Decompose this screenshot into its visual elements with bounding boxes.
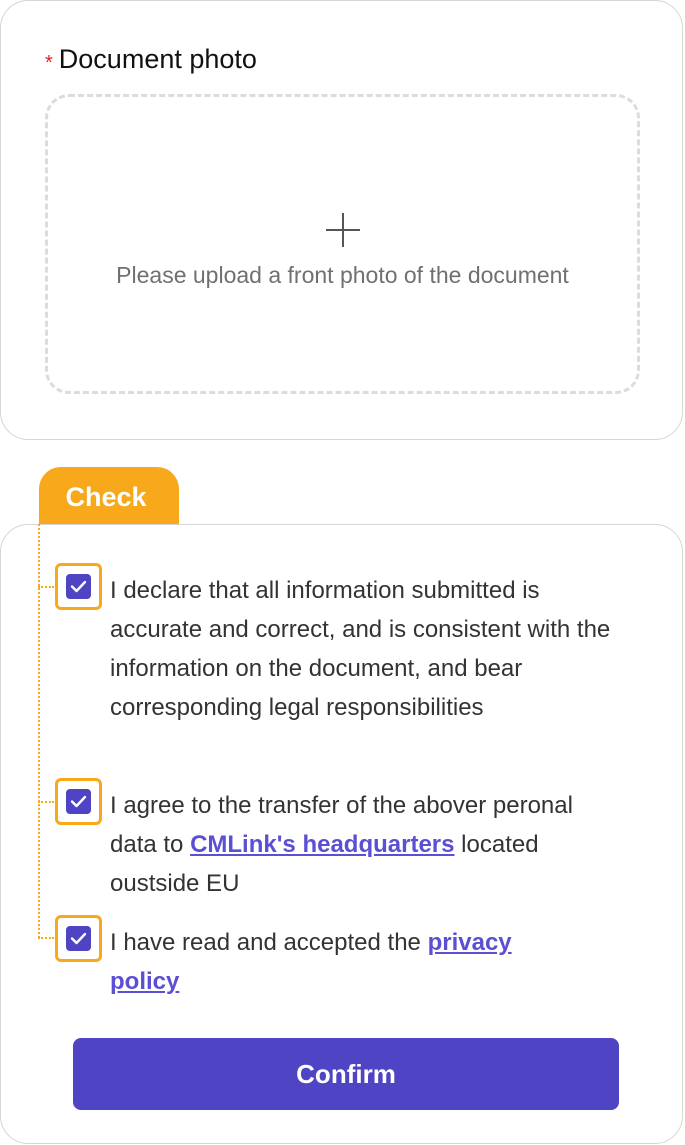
checkbox-checked-indicator [66, 926, 91, 951]
checkmark-icon [70, 931, 87, 946]
document-photo-card [0, 0, 683, 440]
required-mark: * [45, 52, 53, 74]
data-transfer-text-before: I agree to the transfer of the abover peronal data to [110, 792, 573, 858]
declaration-text: I declare that all information submitted is accurate and correct, and is consistent with the information on the document, and bear corresponding legal responsibilities [110, 577, 611, 721]
dotted-connector-branch-1 [38, 586, 54, 588]
checkmark-icon [70, 794, 87, 809]
data-transfer-checkbox[interactable] [55, 778, 102, 825]
document-photo-label-text: Document photo [58, 44, 257, 74]
dotted-connector-branch-3 [38, 937, 54, 939]
document-photo-label [45, 41, 257, 77]
cmlink-headquarters-link[interactable]: CMLink's headquarters [190, 831, 455, 858]
privacy-policy-text [110, 923, 580, 1001]
plus-icon [326, 213, 360, 247]
check-tab: Check [39, 467, 179, 529]
confirm-button[interactable]: Confirm [73, 1038, 619, 1110]
declaration-checkbox[interactable] [55, 563, 102, 610]
data-transfer-text-after: located oustside EU [110, 831, 539, 897]
checkbox-checked-indicator [66, 789, 91, 814]
privacy-policy-text-before: I have read and accepted the [110, 929, 428, 956]
checkmark-icon [70, 579, 87, 594]
document-upload-area[interactable] [45, 94, 640, 394]
upload-hint: Please upload a front photo of the document [116, 262, 569, 288]
checkbox-checked-indicator [66, 574, 91, 599]
privacy-policy-link[interactable]: privacy policy [110, 929, 512, 995]
privacy-policy-checkbox[interactable] [55, 915, 102, 962]
data-transfer-text [110, 786, 620, 903]
dotted-connector-branch-2 [38, 801, 54, 803]
